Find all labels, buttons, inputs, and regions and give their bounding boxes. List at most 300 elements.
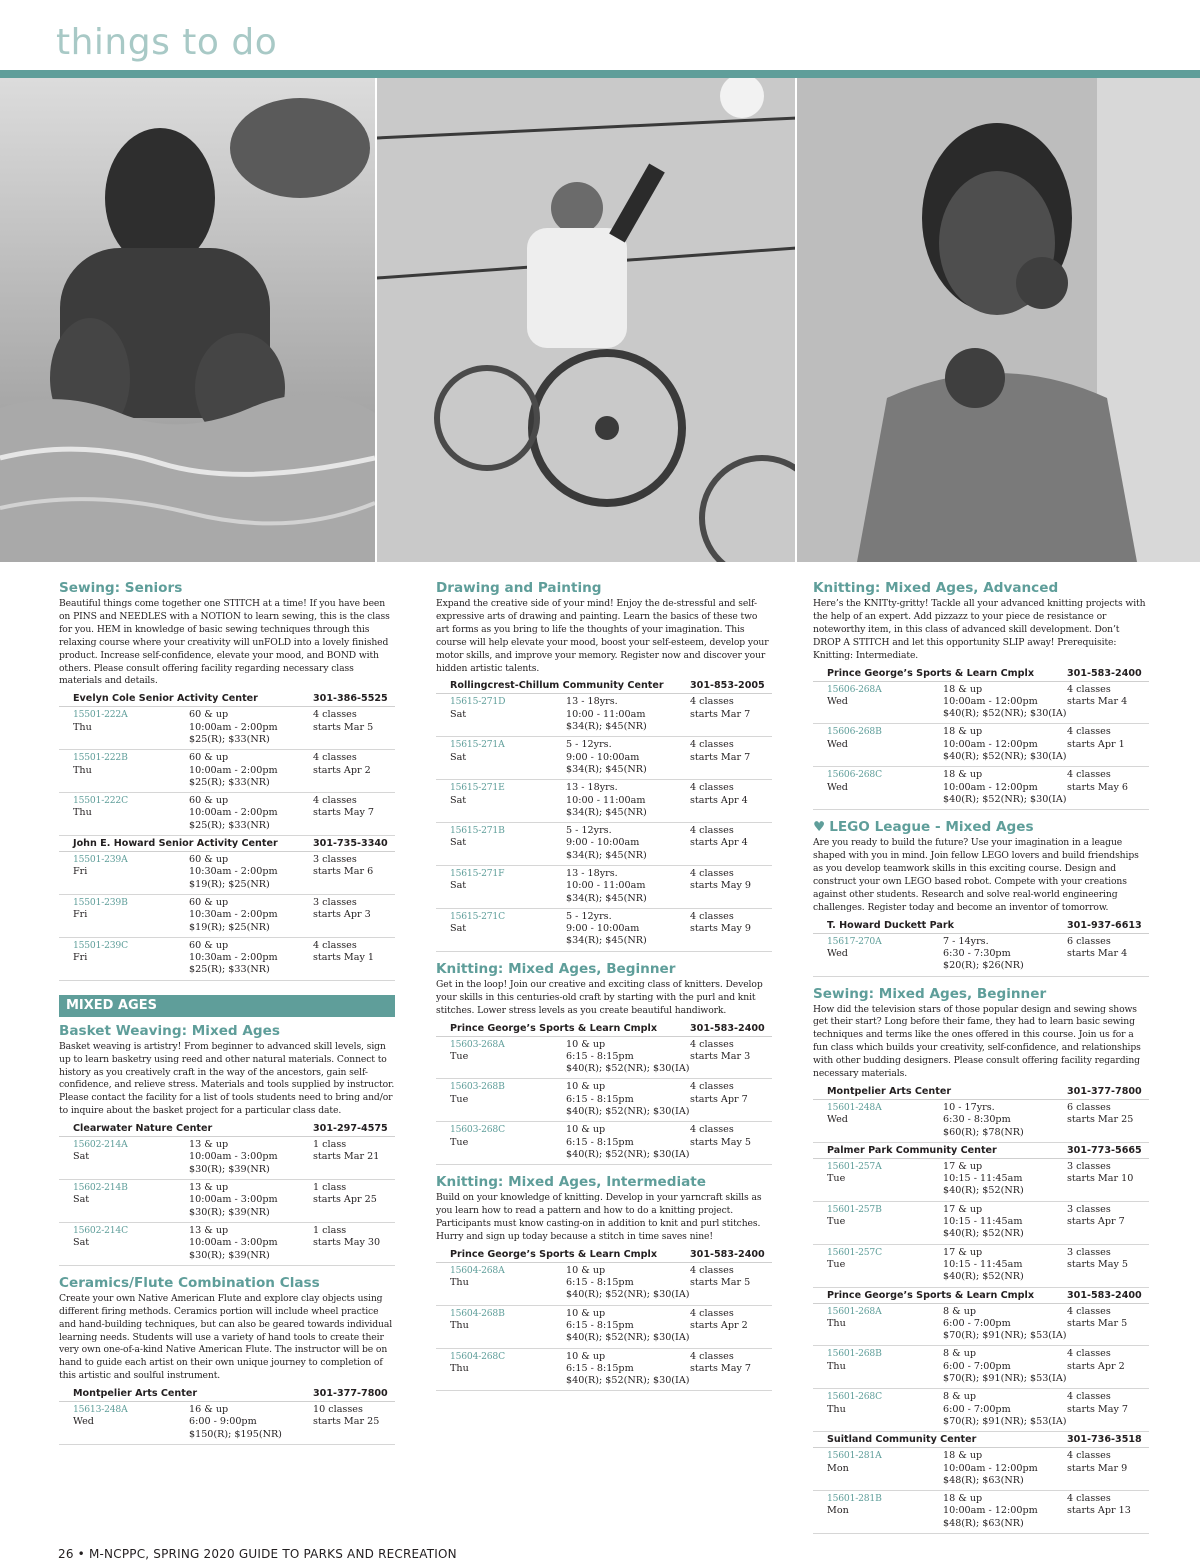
age-range: 13 - 18yrs. — [566, 782, 618, 794]
class-section — [59, 1275, 395, 1445]
fee: $19(R); $25(NR) — [189, 878, 270, 890]
course-code: 15603-268A — [450, 1038, 505, 1050]
location-row — [59, 1386, 395, 1402]
meeting-day: Thu — [73, 764, 92, 776]
meeting-day: Wed — [827, 781, 848, 793]
class-count: 4 classes — [313, 939, 357, 951]
meeting-day: Thu — [450, 1362, 469, 1374]
start-date: starts May 7 — [1067, 1403, 1129, 1415]
spacer — [73, 1429, 189, 1441]
start-date: starts Mar 7 — [690, 751, 751, 763]
class-count: 4 classes — [1067, 1348, 1111, 1360]
start-date: starts Mar 4 — [1067, 695, 1128, 707]
age-range: 60 & up — [189, 795, 229, 807]
start-date: starts Mar 9 — [1067, 1462, 1128, 1474]
section-band: MIXED AGES — [59, 995, 395, 1017]
class-count: 4 classes — [1067, 1391, 1111, 1403]
meeting-day: Sat — [450, 880, 467, 892]
start-date: starts Mar 4 — [1067, 947, 1128, 959]
meeting-day: Sat — [73, 1151, 90, 1163]
meeting-time: 6:00 - 9:00pm — [189, 1416, 257, 1428]
course-code: 15602-214C — [73, 1224, 128, 1236]
page-title: things to do — [56, 22, 278, 63]
class-count: 4 classes — [690, 868, 734, 879]
meeting-day: Fri — [73, 866, 88, 878]
meeting-time: 10:00 - 11:00am — [566, 794, 646, 806]
fee: $34(R); $45(NR) — [566, 806, 647, 818]
start-date: starts May 9 — [690, 880, 752, 892]
class-section — [436, 961, 772, 1165]
start-date: starts Mar 25 — [313, 1416, 380, 1428]
class-entry — [59, 1137, 395, 1180]
section-title — [436, 961, 772, 978]
start-date: starts Apr 2 — [313, 764, 371, 776]
meeting-time: 10:00am - 3:00pm — [189, 1194, 278, 1206]
start-date: starts May 5 — [1067, 1258, 1129, 1270]
start-date: starts Apr 2 — [1067, 1360, 1125, 1372]
spacer — [450, 935, 566, 947]
meeting-time: 10:15 - 11:45am — [943, 1173, 1023, 1185]
fee: $40(R); $52(NR) — [943, 1228, 1024, 1240]
fee: $48(R); $63(NR) — [943, 1517, 1024, 1529]
class-entry — [436, 823, 772, 866]
spacer — [827, 1518, 943, 1530]
spacer — [73, 922, 189, 934]
age-range: 18 & up — [943, 1450, 983, 1462]
class-count: 4 classes — [1067, 1450, 1111, 1462]
course-code: 15615-271E — [450, 782, 505, 794]
location-name: Montpelier Arts Center — [73, 1388, 198, 1400]
meeting-time: 6:00 - 7:00pm — [943, 1403, 1011, 1415]
age-range: 13 & up — [189, 1139, 229, 1151]
age-range: 18 & up — [943, 726, 983, 738]
meeting-time: 10:15 - 11:45am — [943, 1258, 1023, 1270]
meeting-day: Thu — [73, 721, 92, 733]
meeting-time: 6:15 - 8:15pm — [566, 1050, 634, 1062]
section-description: How did the television stars of those popular design and sewing shows get their start? Long before their fame, they had to learn basic sewing techniques and terms like the ones offered in this course. Join us for a fun class which builds your creativity, self-confidence, and relationships with other budding designers. Please consult offering facility regarding necessary materials. — [813, 1003, 1141, 1080]
spacer — [827, 1373, 943, 1385]
start-date: starts Mar 5 — [690, 1277, 751, 1289]
course-code: 15603-268B — [450, 1081, 505, 1093]
age-range: 60 & up — [189, 709, 229, 721]
spacer — [827, 1330, 943, 1342]
meeting-time: 10:00 - 11:00am — [566, 880, 646, 892]
start-date: starts May 30 — [313, 1237, 381, 1249]
location-phone: 301-937-6613 — [1067, 919, 1142, 931]
class-entry — [436, 1306, 772, 1349]
age-range: 13 & up — [189, 1182, 229, 1194]
spacer — [450, 1063, 566, 1075]
age-range: 10 - 17yrs. — [943, 1101, 995, 1113]
meeting-day: Wed — [827, 947, 848, 959]
meeting-time: 10:00am - 2:00pm — [189, 764, 278, 776]
age-range: 17 & up — [943, 1246, 983, 1258]
course-code: 15501-239C — [73, 939, 128, 951]
class-section — [436, 1174, 772, 1391]
location-phone: 301-297-4575 — [313, 1123, 388, 1135]
meeting-day: Tue — [450, 1136, 469, 1148]
location-name: Suitland Community Center — [827, 1434, 977, 1446]
location-row — [59, 691, 395, 707]
spacer — [73, 734, 189, 746]
class-count: 1 class — [313, 1139, 347, 1151]
class-entry — [59, 750, 395, 793]
location-row — [59, 1121, 395, 1137]
meeting-day: Sat — [73, 1237, 90, 1249]
start-date: starts May 6 — [1067, 781, 1129, 793]
fee: $25(R); $33(NR) — [189, 733, 270, 745]
class-entry — [436, 1349, 772, 1392]
course-code: 15615-271C — [450, 910, 505, 922]
fee: $30(R); $39(NR) — [189, 1206, 270, 1218]
meeting-day: Sat — [73, 1194, 90, 1206]
meeting-day: Sat — [450, 708, 467, 720]
spacer — [827, 751, 943, 763]
spacer — [827, 1271, 943, 1283]
fee: $25(R); $33(NR) — [189, 819, 270, 831]
spacer — [450, 1149, 566, 1161]
class-entry — [813, 767, 1149, 810]
class-entry — [813, 1346, 1149, 1389]
meeting-time: 10:30am - 2:00pm — [189, 909, 278, 921]
start-date: starts May 1 — [313, 952, 375, 964]
wheelchair-rugby-photo — [375, 78, 795, 562]
fee: $34(R); $45(NR) — [566, 721, 647, 733]
age-range: 8 & up — [943, 1391, 977, 1403]
fee: $30(R); $39(NR) — [189, 1249, 270, 1261]
fee: $40(R); $52(NR); $30(IA) — [566, 1105, 690, 1117]
class-count: 3 classes — [313, 854, 357, 866]
fee: $60(R); $78(NR) — [943, 1126, 1024, 1138]
start-date: starts May 9 — [690, 923, 752, 935]
course-code: 15601-268A — [827, 1305, 882, 1317]
class-count: 1 class — [313, 1182, 347, 1194]
class-count: 3 classes — [313, 896, 357, 908]
age-range: 10 & up — [566, 1038, 606, 1050]
age-range: 60 & up — [189, 854, 229, 866]
spacer — [827, 1416, 943, 1428]
spacer — [450, 1106, 566, 1118]
section-title-text: Sewing: Seniors — [59, 580, 183, 596]
section-title-text: Knitting: Mixed Ages, Advanced — [813, 580, 1059, 596]
start-date: starts Mar 21 — [313, 1151, 380, 1163]
spacer — [827, 960, 943, 972]
age-range: 5 - 12yrs. — [566, 825, 612, 837]
age-range: 5 - 12yrs. — [566, 739, 612, 751]
start-date: starts Mar 3 — [690, 1050, 751, 1062]
start-date: starts Mar 5 — [313, 721, 374, 733]
start-date: starts Mar 6 — [313, 866, 374, 878]
section-description: Create your own Native American Flute and explore clay objects using different firing methods. Ceramics portion will include wheel practice and hand-building techniques, but can also be geared towards individual learning needs. Students will use a variety of hand tools to create their very own one-of-a-kind Native American Flute. The instructor will be on hand to guide each artist on their own unique journey to completion of this artistic and soulful instrument. — [59, 1292, 393, 1382]
class-count: 4 classes — [1067, 726, 1111, 738]
class-section — [813, 819, 1149, 976]
column-1 — [59, 580, 395, 1454]
meeting-time: 6:15 - 8:15pm — [566, 1136, 634, 1148]
class-entry — [59, 852, 395, 895]
age-range: 10 & up — [566, 1124, 606, 1136]
course-code: 15604-268C — [450, 1350, 505, 1362]
class-count: 4 classes — [690, 1081, 734, 1093]
class-entry — [813, 1245, 1149, 1288]
age-range: 60 & up — [189, 752, 229, 764]
class-entry — [813, 1491, 1149, 1534]
meeting-time: 10:00am - 2:00pm — [189, 721, 278, 733]
class-count: 4 classes — [313, 709, 357, 721]
start-date: starts May 5 — [690, 1136, 752, 1148]
spacer — [827, 1475, 943, 1487]
meeting-time: 10:00am - 3:00pm — [189, 1237, 278, 1249]
start-date: starts Mar 7 — [690, 708, 751, 720]
start-date: starts Mar 10 — [1067, 1173, 1134, 1185]
age-range: 13 & up — [189, 1224, 229, 1236]
class-entry — [436, 1037, 772, 1080]
fee: $70(R); $91(NR); $53(IA) — [943, 1373, 1067, 1385]
fee: $25(R); $33(NR) — [189, 964, 270, 976]
class-count: 4 classes — [1067, 769, 1111, 781]
fee: $19(R); $25(NR) — [189, 921, 270, 933]
meeting-time: 6:30 - 7:30pm — [943, 947, 1011, 959]
meeting-day: Thu — [827, 1403, 846, 1415]
location-name: Prince George’s Sports & Learn Cmplx — [450, 1248, 658, 1260]
section-title-text: Ceramics/Flute Combination Class — [59, 1274, 320, 1291]
course-code: 15601-281B — [827, 1493, 882, 1505]
fee: $70(R); $91(NR); $53(IA) — [943, 1330, 1067, 1342]
course-code: 15604-268B — [450, 1307, 505, 1319]
fee: $20(R); $26(NR) — [943, 960, 1024, 972]
section-title — [813, 986, 1149, 1003]
course-code: 15501-222C — [73, 795, 128, 807]
class-count: 4 classes — [313, 752, 357, 764]
meeting-day: Wed — [827, 738, 848, 750]
meeting-day: Tue — [827, 1258, 846, 1270]
class-count: 6 classes — [1067, 1101, 1111, 1113]
age-range: 10 & up — [566, 1081, 606, 1093]
section-title — [59, 1275, 395, 1292]
location-phone: 301-377-7800 — [1067, 1085, 1142, 1097]
meeting-day: Thu — [827, 1360, 846, 1372]
class-entry — [436, 1079, 772, 1122]
course-code: 15501-222B — [73, 752, 128, 764]
section-title — [59, 1023, 395, 1040]
location-row — [813, 918, 1149, 934]
age-range: 18 & up — [943, 1493, 983, 1505]
course-code: 15606-268A — [827, 683, 882, 695]
class-count: 4 classes — [690, 825, 734, 837]
meeting-time: 6:15 - 8:15pm — [566, 1319, 634, 1331]
section-description: Basket weaving is artistry! From beginner to advanced skill levels, sign up to learn basketry using reed and other natural materials. Connect to history as you creatively craft in the way of the ancestors, gain self-confidence, and relieve stress. Materials and tools supplied by instructor. Please contact the facility for a list of tools students need to bring and/or to inquire about the basket project for a particular class date. — [59, 1040, 395, 1117]
location-phone: 301-773-5665 — [1067, 1144, 1142, 1156]
start-date: starts Apr 4 — [690, 837, 748, 849]
class-entry — [59, 1402, 395, 1445]
class-entry — [436, 1263, 772, 1306]
spacer — [73, 820, 189, 832]
class-count: 4 classes — [690, 739, 734, 751]
course-code: 15602-214B — [73, 1182, 128, 1194]
meeting-time: 10:00am - 12:00pm — [943, 781, 1038, 793]
class-entry — [813, 724, 1149, 767]
meeting-time: 6:15 - 8:15pm — [566, 1362, 634, 1374]
class-entry — [59, 1180, 395, 1223]
age-range: 13 - 18yrs. — [566, 868, 618, 879]
course-code: 15615-271D — [450, 696, 506, 708]
meeting-day: Fri — [73, 952, 88, 964]
spacer — [450, 764, 566, 776]
start-date: starts Apr 7 — [1067, 1216, 1125, 1228]
meeting-time: 10:00am - 12:00pm — [943, 695, 1038, 707]
section-title-text: Knitting: Mixed Ages, Intermediate — [436, 1174, 707, 1191]
heart-icon: ♥ — [813, 819, 826, 836]
spacer — [73, 879, 189, 891]
location-name: Palmer Park Community Center — [827, 1144, 997, 1156]
start-date: starts May 7 — [690, 1362, 752, 1374]
class-count: 4 classes — [690, 1307, 734, 1319]
class-entry — [813, 1304, 1149, 1347]
course-code: 15602-214A — [73, 1139, 128, 1151]
class-count: 4 classes — [690, 782, 734, 794]
meeting-day: Wed — [827, 695, 848, 707]
location-row — [813, 1084, 1149, 1100]
spacer — [73, 1250, 189, 1262]
spacer — [827, 708, 943, 720]
section-description: Get in the loop! Join our creative and exciting class of knitters. Develop your skills in this centuries-old craft by starting with the purl and knit stitches. Lower stress levels as you create beautiful handiwork. — [436, 978, 763, 1016]
spacer — [73, 777, 189, 789]
class-count: 4 classes — [690, 1038, 734, 1050]
section-title — [436, 1174, 772, 1191]
boxing-girl-photo — [795, 78, 1200, 562]
meeting-day: Sat — [450, 794, 467, 806]
meeting-day: Sat — [450, 837, 467, 849]
age-range: 5 - 12yrs. — [566, 910, 612, 922]
age-range: 17 & up — [943, 1203, 983, 1215]
section-title-text: Drawing and Painting — [436, 580, 602, 596]
section-title — [436, 580, 772, 597]
location-name: John E. Howard Senior Activity Center — [73, 838, 278, 850]
spacer — [73, 964, 189, 976]
fee: $150(R); $195(NR) — [189, 1428, 282, 1440]
start-date: starts Apr 7 — [690, 1093, 748, 1105]
spacer — [827, 1228, 943, 1240]
meeting-day: Wed — [827, 1114, 848, 1126]
meeting-time: 10:00am - 2:00pm — [189, 807, 278, 819]
section-title — [813, 819, 1149, 836]
location-phone: 301-583-2400 — [1067, 667, 1142, 679]
location-name: Prince George’s Sports & Learn Cmplx — [450, 1022, 658, 1034]
meeting-time: 10:00am - 3:00pm — [189, 1151, 278, 1163]
class-count: 1 class — [313, 1224, 347, 1236]
location-phone: 301-736-3518 — [1067, 1434, 1142, 1446]
class-count: 3 classes — [1067, 1160, 1111, 1172]
location-name: Rollingcrest-Chillum Community Center — [450, 680, 664, 692]
spacer — [450, 807, 566, 819]
spacer — [450, 850, 566, 862]
age-range: 10 & up — [566, 1307, 606, 1319]
age-range: 16 & up — [189, 1404, 229, 1416]
course-code: 15603-268C — [450, 1124, 505, 1136]
meeting-time: 10:00 - 11:00am — [566, 708, 646, 720]
fee: $40(R); $52(NR) — [943, 1271, 1024, 1283]
fee: $70(R); $91(NR); $53(IA) — [943, 1415, 1067, 1427]
section-title-text: Basket Weaving: Mixed Ages — [59, 1022, 280, 1039]
spacer — [450, 721, 566, 733]
course-code: 15617-270A — [827, 935, 882, 947]
course-code: 15615-271A — [450, 739, 505, 751]
class-entry — [59, 895, 395, 938]
section-title-text: Knitting: Mixed Ages, Beginner — [436, 960, 676, 977]
location-name: Evelyn Cole Senior Activity Center — [73, 693, 258, 705]
course-code: 15601-257C — [827, 1246, 882, 1258]
class-entry — [436, 694, 772, 737]
spacer — [73, 1164, 189, 1176]
meeting-time: 6:00 - 7:00pm — [943, 1317, 1011, 1329]
class-section — [436, 580, 772, 952]
start-date: starts Apr 3 — [313, 909, 371, 921]
course-code: 15604-268A — [450, 1264, 505, 1276]
section-description: Beautiful things come together one STITCH at a time! If you have been on PINS and NEEDLES with a NOTION to learn sewing, this is the class for you. HEM in knowledge of basic sewing techniques through this relaxing course where your creativity will unFOLD into a lovely finished product. Increase self-confidence, elevate your mood, and BOND with others. Please consult offering facility regarding necessary class materials and details. — [59, 598, 390, 687]
class-entry — [813, 1159, 1149, 1202]
location-name: Prince George’s Sports & Learn Cmplx — [827, 1289, 1035, 1301]
course-code: 15606-268B — [827, 726, 882, 738]
location-row — [59, 836, 395, 852]
fee: $48(R); $63(NR) — [943, 1474, 1024, 1486]
meeting-time: 9:00 - 10:00am — [566, 923, 640, 935]
class-entry — [436, 737, 772, 780]
fee: $40(R); $52(NR); $30(IA) — [943, 751, 1067, 763]
class-count: 4 classes — [690, 696, 734, 708]
class-entry — [59, 793, 395, 836]
course-code: 15601-268B — [827, 1348, 882, 1360]
course-code: 15601-257A — [827, 1160, 882, 1172]
class-section — [59, 1023, 395, 1266]
fee: $40(R); $52(NR); $30(IA) — [566, 1148, 690, 1160]
age-range: 60 & up — [189, 939, 229, 951]
location-row — [813, 1288, 1149, 1304]
location-name: T. Howard Duckett Park — [827, 919, 954, 931]
age-range: 17 & up — [943, 1160, 983, 1172]
location-phone: 301-386-5525 — [313, 693, 388, 705]
location-row — [436, 1247, 772, 1263]
spacer — [450, 893, 566, 905]
spacer — [827, 1185, 943, 1197]
course-code: 15615-271B — [450, 825, 505, 837]
class-section — [59, 580, 395, 981]
course-code: 15601-281A — [827, 1450, 882, 1462]
fee: $40(R); $52(NR); $30(IA) — [566, 1063, 690, 1075]
spacer — [450, 1375, 566, 1387]
course-code: 15601-268C — [827, 1391, 882, 1403]
meeting-day: Thu — [827, 1317, 846, 1329]
meeting-time: 6:30 - 8:30pm — [943, 1114, 1011, 1126]
age-range: 8 & up — [943, 1348, 977, 1360]
section-title — [59, 580, 395, 597]
meeting-time: 10:30am - 2:00pm — [189, 866, 278, 878]
class-entry — [436, 780, 772, 823]
section-title-text: LEGO League - Mixed Ages — [829, 819, 1034, 836]
header-rule — [0, 70, 1200, 78]
meeting-day: Sat — [450, 923, 467, 935]
class-entry — [813, 1202, 1149, 1245]
location-row — [813, 666, 1149, 682]
section-title — [813, 580, 1149, 597]
start-date: starts Apr 1 — [1067, 738, 1125, 750]
class-count: 4 classes — [1067, 683, 1111, 695]
class-entry — [436, 866, 772, 909]
fee: $34(R); $45(NR) — [566, 935, 647, 947]
age-range: 10 & up — [566, 1264, 606, 1276]
age-range: 7 - 14yrs. — [943, 935, 989, 947]
age-range: 8 & up — [943, 1305, 977, 1317]
class-count: 4 classes — [1067, 1305, 1111, 1317]
class-entry — [813, 1448, 1149, 1491]
